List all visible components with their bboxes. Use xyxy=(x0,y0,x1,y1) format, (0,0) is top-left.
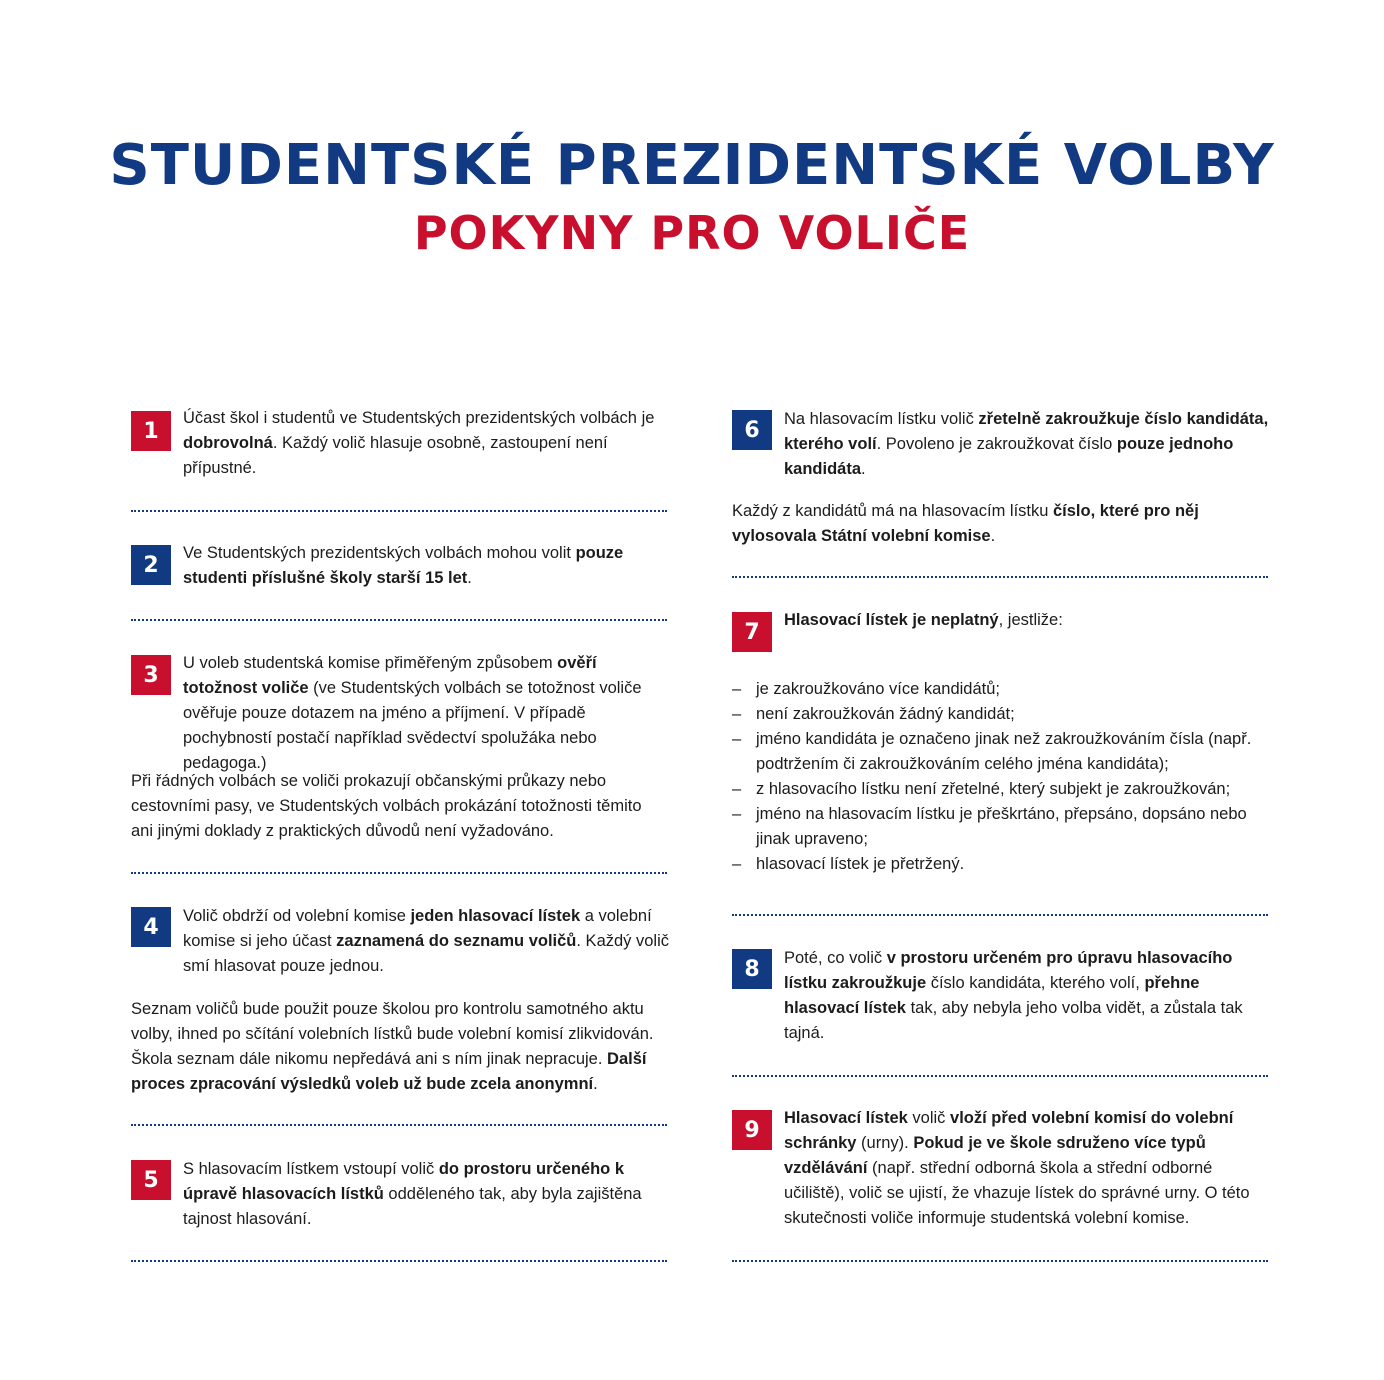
dotted-separator xyxy=(131,510,667,512)
dotted-separator xyxy=(131,1260,667,1262)
item-number-badge: 4 xyxy=(131,907,171,947)
item-2-text: Ve Studentských prezidentských volbách mohou volit pouze studenti příslušné školy starší 15 let. xyxy=(183,544,624,587)
list-item: – jméno kandidáta je označeno jinak než zakroužkováním čísla (např. podtržením či zakroužkováním celého jména kandidáta); xyxy=(732,727,1268,777)
list-item: – není zakroužkován žádný kandidát; xyxy=(732,702,1268,727)
item-number-badge: 8 xyxy=(732,949,772,989)
dotted-separator xyxy=(131,872,667,874)
dotted-separator xyxy=(732,1260,1268,1262)
item-number-badge: 5 xyxy=(131,1160,171,1200)
item-8-text: Poté, co volič v prostoru určeném pro úpravu hlasovacího lístku zakroužkuje číslo kandidáta, kterého volí, přehne hlasovací lístek tak, aby nebyla jeho volba vidět, a zůstala tak tajná. xyxy=(784,949,1243,1042)
item-3-note: Při řádných volbách se voliči prokazují občanskými průkazy nebo cestovními pasy, ve Studentských volbách prokázání totožnosti těmito ani jinými doklady z praktických důvodů není vyžadováno. xyxy=(131,772,642,840)
list-item: – z hlasovacího lístku není zřetelné, který subjekt je zakroužkován; xyxy=(732,777,1268,802)
item-number-badge: 3 xyxy=(131,655,171,695)
item-6-note: Každý z kandidátů má na hlasovacím lístku číslo, které pro něj vylosovala Státní volební komise. xyxy=(732,502,1199,545)
item-number-badge: 7 xyxy=(732,612,772,652)
page-title: STUDENTSKÉ PREZIDENTSKÉ VOLBY xyxy=(109,133,1275,198)
dotted-separator xyxy=(131,1124,667,1126)
invalid-ballot-list xyxy=(732,677,1268,877)
list-item: – hlasovací lístek je přetržený. xyxy=(732,852,1268,877)
item-4-note: Seznam voličů bude použit pouze školou pro kontrolu samotného aktu volby, ihned po sčítání volebních lístků bude volební komisí zlikvidován. Škola seznam dále nikomu nepředává ani s ním jinak nepracuje. Další proces zpracování výsledků voleb už bude zcela anonymní. xyxy=(131,1000,654,1093)
item-number-badge: 2 xyxy=(131,545,171,585)
item-number-badge: 9 xyxy=(732,1110,772,1150)
item-9-text: Hlasovací lístek volič vloží před volební komisí do volební schránky (urny). Pokud je ve škole sdruženo více typů vzdělávání (např. střední odborná škola a střední odborné učiliště), volič se ujistí, že vhazuje lístek do správné urny. O této skutečnosti voliče informuje studentská volební komise. xyxy=(784,1109,1250,1227)
item-4-text: Volič obdrží od volební komise jeden hlasovací lístek a volební komise si jeho účast zaznamená do seznamu voličů. Každý volič smí hlasovat pouze jednou. xyxy=(183,907,670,975)
item-5-text: S hlasovacím lístkem vstoupí volič do prostoru určeného k úpravě hlasovacích lístků odděleného tak, aby byla zajištěna tajnost hlasování. xyxy=(183,1160,642,1228)
item-number-badge: 1 xyxy=(131,411,171,451)
item-number-badge: 6 xyxy=(732,410,772,450)
dotted-separator xyxy=(131,619,667,621)
item-7-text: Hlasovací lístek je neplatný, jestliže: xyxy=(784,611,1063,629)
dotted-separator xyxy=(732,914,1268,916)
item-3-text: U voleb studentská komise přiměřeným způsobem ověří totožnost voliče (ve Studentských volbách se totožnost voliče ověřuje pouze dotazem na jméno a příjmení. V případě pochybností postačí například svědectví spolužáka nebo pedagoga.) xyxy=(183,654,642,772)
dotted-separator xyxy=(732,1075,1268,1077)
dotted-separator xyxy=(732,576,1268,578)
item-1-text: Účast škol i studentů ve Studentských prezidentských volbách je dobrovolná. Každý volič hlasuje osobně, zastoupení není přípustné. xyxy=(183,409,655,477)
list-item: – je zakroužkováno více kandidátů; xyxy=(732,677,1268,702)
item-6-text: Na hlasovacím lístku volič zřetelně zakroužkuje číslo kandidáta, kterého volí. Povoleno je zakroužkovat číslo pouze jednoho kandidáta. xyxy=(784,410,1269,478)
page-subtitle: POKYNY PRO VOLIČE xyxy=(413,206,971,260)
list-item: – jméno na hlasovacím lístku je přeškrtáno, přepsáno, dopsáno nebo jinak upraveno; xyxy=(732,802,1268,852)
